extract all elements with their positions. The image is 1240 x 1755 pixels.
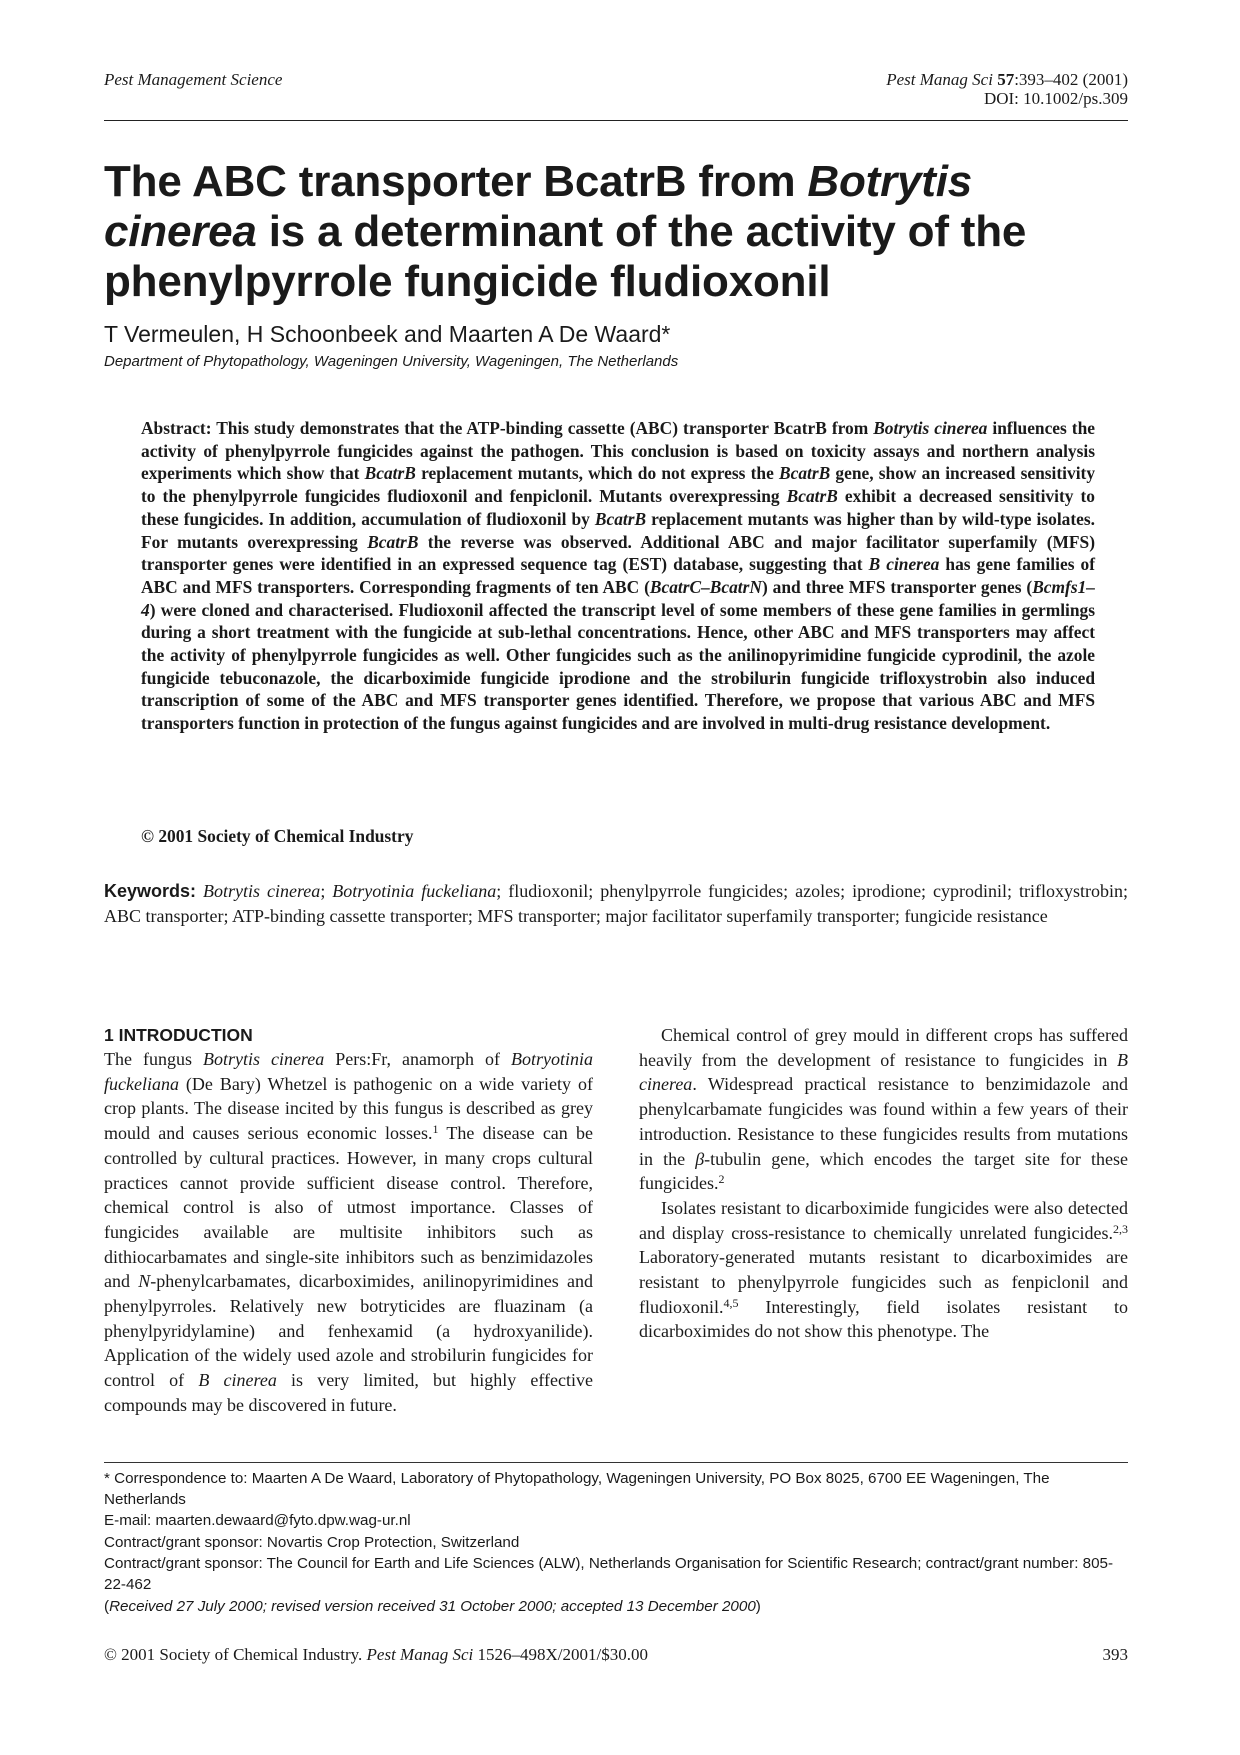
received-note: (Received 27 July 2000; revised version received 31 October 2000; accepted 13 December 2000) — [104, 1597, 761, 1615]
abstract-copyright: © 2001 Society of Chemical Industry — [141, 826, 414, 846]
section-heading: 1 INTRODUCTION — [104, 1025, 253, 1045]
abstract-italic: BcatrB — [594, 508, 647, 529]
body-text: . Widespread practical resistance to benzimidazole and phenylcarbamate fungicides was found within a few years of their introduction. Resistance to these fungicides results from mutations in the — [639, 1074, 1128, 1169]
doi: DOI: 10.1002/ps.309 — [983, 89, 1128, 108]
abstract-text: the reverse was observed. Additional ABC and major facilitator superfamily (MFS) transporter genes were identified in an expressed sequence tag (EST) database, suggesting that — [141, 531, 1095, 575]
body-text: (De Bary) Whetzel is pathogenic on a wide variety of crop plants. The disease incited by this fungus is described as grey mould and causes serious economic losses. — [104, 1073, 593, 1144]
abstract-text: influences the activity of phenylpyrrole fungicides against the pathogen. This conclusion is based on toxicity assays and northern analysis experiments which show that — [141, 418, 1095, 484]
journal-name: Pest Management Science — [104, 70, 283, 89]
paragraph — [639, 1196, 1128, 1344]
body-text: is very limited, but highly effective compounds may be discovered in future. — [104, 1370, 593, 1415]
abstract-text: ) were cloned and characterised. Fludioxonil affected the transcript level of some members of these gene families in germlings during a short treatment with the fungicide at sub-lethal concentrations. Hence, other ABC and MFS transporters may affect the activity of phenylpyrrole fungicides as well. Other fungicides such as the anilinopyrimidine fungicide cyprodinil, the azole fungicide tebuconazole, the dicarboximide fungicide iprodione and the strobilurin fungicide trifloxystrobin also induced transcription of some of the ABC and MFS transporter genes identified. Therefore, we propose that various ABC and MFS transporters function in protection of the fungus against fungicides and are involved in multi-drug resistance development. — [141, 599, 1095, 734]
keywords-label: Keywords: — [104, 881, 197, 901]
body-italic: N — [138, 1271, 151, 1292]
footnotes — [104, 1462, 1128, 1618]
body-italic: Botrytis cinerea — [202, 1049, 325, 1069]
body-text: The fungus — [104, 1049, 203, 1069]
citation-block — [886, 70, 1128, 108]
abstract-italic: Botrytis cinerea — [873, 418, 988, 438]
footer-journal: Pest Manag Sci — [366, 1645, 474, 1664]
abstract-text: ) and three MFS transporter genes ( — [761, 576, 1033, 597]
citation-volume: 57 — [997, 70, 1015, 89]
body-italic: β — [695, 1148, 705, 1169]
article-title — [104, 157, 1128, 307]
correspondence-note: * Correspondence to: Maarten A De Waard, Laboratory of Phytopathology, Wageningen University, PO Box 8025, 6700 EE Wageningen, The Netherlands — [104, 1470, 1050, 1508]
citation-ref: 2,3 — [1113, 1221, 1128, 1236]
title-species: Botrytis cinerea — [104, 157, 973, 256]
abstract-text: replacement mutants, which do not express the — [415, 463, 780, 484]
title-part-2: is a determinant of the activity of the phenylpyrrole fungicide fludioxonil — [104, 207, 1027, 306]
abstract-text: has gene families of ABC and MFS transporters. Corresponding fragments of ten ABC ( — [141, 554, 1096, 597]
citation-line — [886, 70, 1128, 89]
abstract-italic: BcatrB — [786, 486, 838, 507]
citation-ref: 1 — [432, 1122, 439, 1137]
received-dates: Received 27 July 2000; revised version received 31 October 2000; accepted 13 December 2000 — [109, 1597, 756, 1615]
abstract — [141, 417, 1095, 735]
abstract-text: exhibit a decreased sensitivity to these fungicides. In addition, accumulation of fludioxonil by — [141, 486, 1095, 529]
sponsor-note: Contract/grant sponsor: Novartis Crop Protection, Switzerland — [104, 1533, 520, 1551]
body-text: The disease can be controlled by cultural practices. However, in many crops cultural practices cannot provide sufficient disease control. Therefore, chemical control is also of utmost importance. Classes of fungicides available are multisite inhibitors such as dithiocarbamates and single-site inhibitors such as benzimidazoles and — [104, 1123, 594, 1292]
citation-journal: Pest Manag Sci — [886, 70, 993, 89]
email-note: E-mail: maarten.dewaard@fyto.dpw.wag-ur.nl — [104, 1512, 411, 1530]
keyword-italic: Botrytis cinerea — [203, 881, 321, 901]
keywords-list: ; fludioxonil; phenylpyrrole fungicides; azoles; iprodione; cyprodinil; trifloxystrobin; ABC transporter; ATP-binding cassette transporter; MFS transporter; major facilitator superfamily transporter; fungicide resistance — [104, 881, 1129, 926]
abstract-text: replacement mutants was higher than by wild-type isolates. For mutants overexpressing — [141, 508, 1095, 552]
footer-copyright: © 2001 Society of Chemical Industry. — [104, 1645, 367, 1664]
abstract-italic: BcatrC–BcatrN — [649, 576, 762, 597]
body-text: Isolates resistant to dicarboximide fungicides were also detected and display cross-resistance to chemically unrelated fungicides. — [639, 1197, 1128, 1243]
abstract-italic: Bcmfs1–4 — [141, 576, 1095, 620]
keywords — [104, 879, 1128, 928]
body-text: -tubulin gene, which encodes the target site for these fungicides. — [639, 1148, 1129, 1194]
title-part-1: The ABC transporter BcatrB from — [104, 157, 808, 206]
abstract-italic: B cinerea — [868, 554, 940, 575]
paragraph — [639, 1023, 1128, 1196]
sponsor-note: Contract/grant sponsor: The Council for Earth and Life Sciences (ALW), Netherlands Organisation for Scientific Research; contract/grant number: 805-22-462 — [104, 1555, 1114, 1593]
body-text: -phenylcarbamates, dicarboximides, anilinopyrimidines and phenylpyrroles. Relatively new botryticides are fluazinam (a phenylpyridylamine) and fenhexamid (a hydroxyanilide). Application of the widely used azole and strobilurin fungicides for control of — [104, 1271, 593, 1391]
citation-ref: 2 — [718, 1172, 725, 1187]
body-column-left — [104, 1023, 593, 1418]
citation-pages: :393–402 (2001) — [1014, 70, 1128, 89]
paragraph — [104, 1047, 593, 1418]
running-header — [104, 70, 1128, 121]
page-footer — [104, 1645, 1128, 1665]
body-column-right — [639, 1023, 1128, 1344]
authors: T Vermeulen, H Schoonbeek and Maarten A De Waard* — [104, 321, 671, 347]
abstract-text: gene, show an increased sensitivity to the phenylpyrrole fungicides fludioxonil and fenpiclonil. Mutants overexpressing — [141, 463, 1096, 507]
body-text: Pers:Fr, anamorph of — [324, 1049, 511, 1069]
body-italic: Botryotinia fuckeliana — [104, 1049, 593, 1094]
abstract-italic: BcatrB — [779, 463, 831, 484]
body-text: Laboratory-generated mutants resistant to dicarboximides are resistant to phenylpyrrole fungicides such as fenpiclonil and fludioxonil. — [639, 1247, 1128, 1317]
body-text: Chemical control of grey mould in different crops has suffered heavily from the development of resistance to fungicides in — [639, 1025, 1128, 1070]
body-italic: B cinerea — [198, 1370, 277, 1391]
keyword-separator: ; — [320, 881, 333, 901]
keyword-italic: Botryotinia fuckeliana — [332, 881, 497, 901]
citation-ref: 4,5 — [723, 1295, 739, 1310]
page-number: 393 — [1102, 1645, 1128, 1664]
abstract-italic: BcatrB — [364, 463, 416, 484]
body-italic: B cinerea — [639, 1049, 1128, 1095]
abstract-text: Abstract: This study demonstrates that the ATP-binding cassette (ABC) transporter BcatrB from — [141, 418, 874, 438]
affiliation: Department of Phytopathology, Wageningen University, Wageningen, The Netherlands — [104, 353, 679, 370]
body-text: Interestingly, field isolates resistant to dicarboximides do not show this phenotype. The — [639, 1296, 1128, 1342]
abstract-italic: BcatrB — [367, 531, 419, 552]
footer-issn: 1526–498X/2001/$30.00 — [473, 1645, 648, 1664]
